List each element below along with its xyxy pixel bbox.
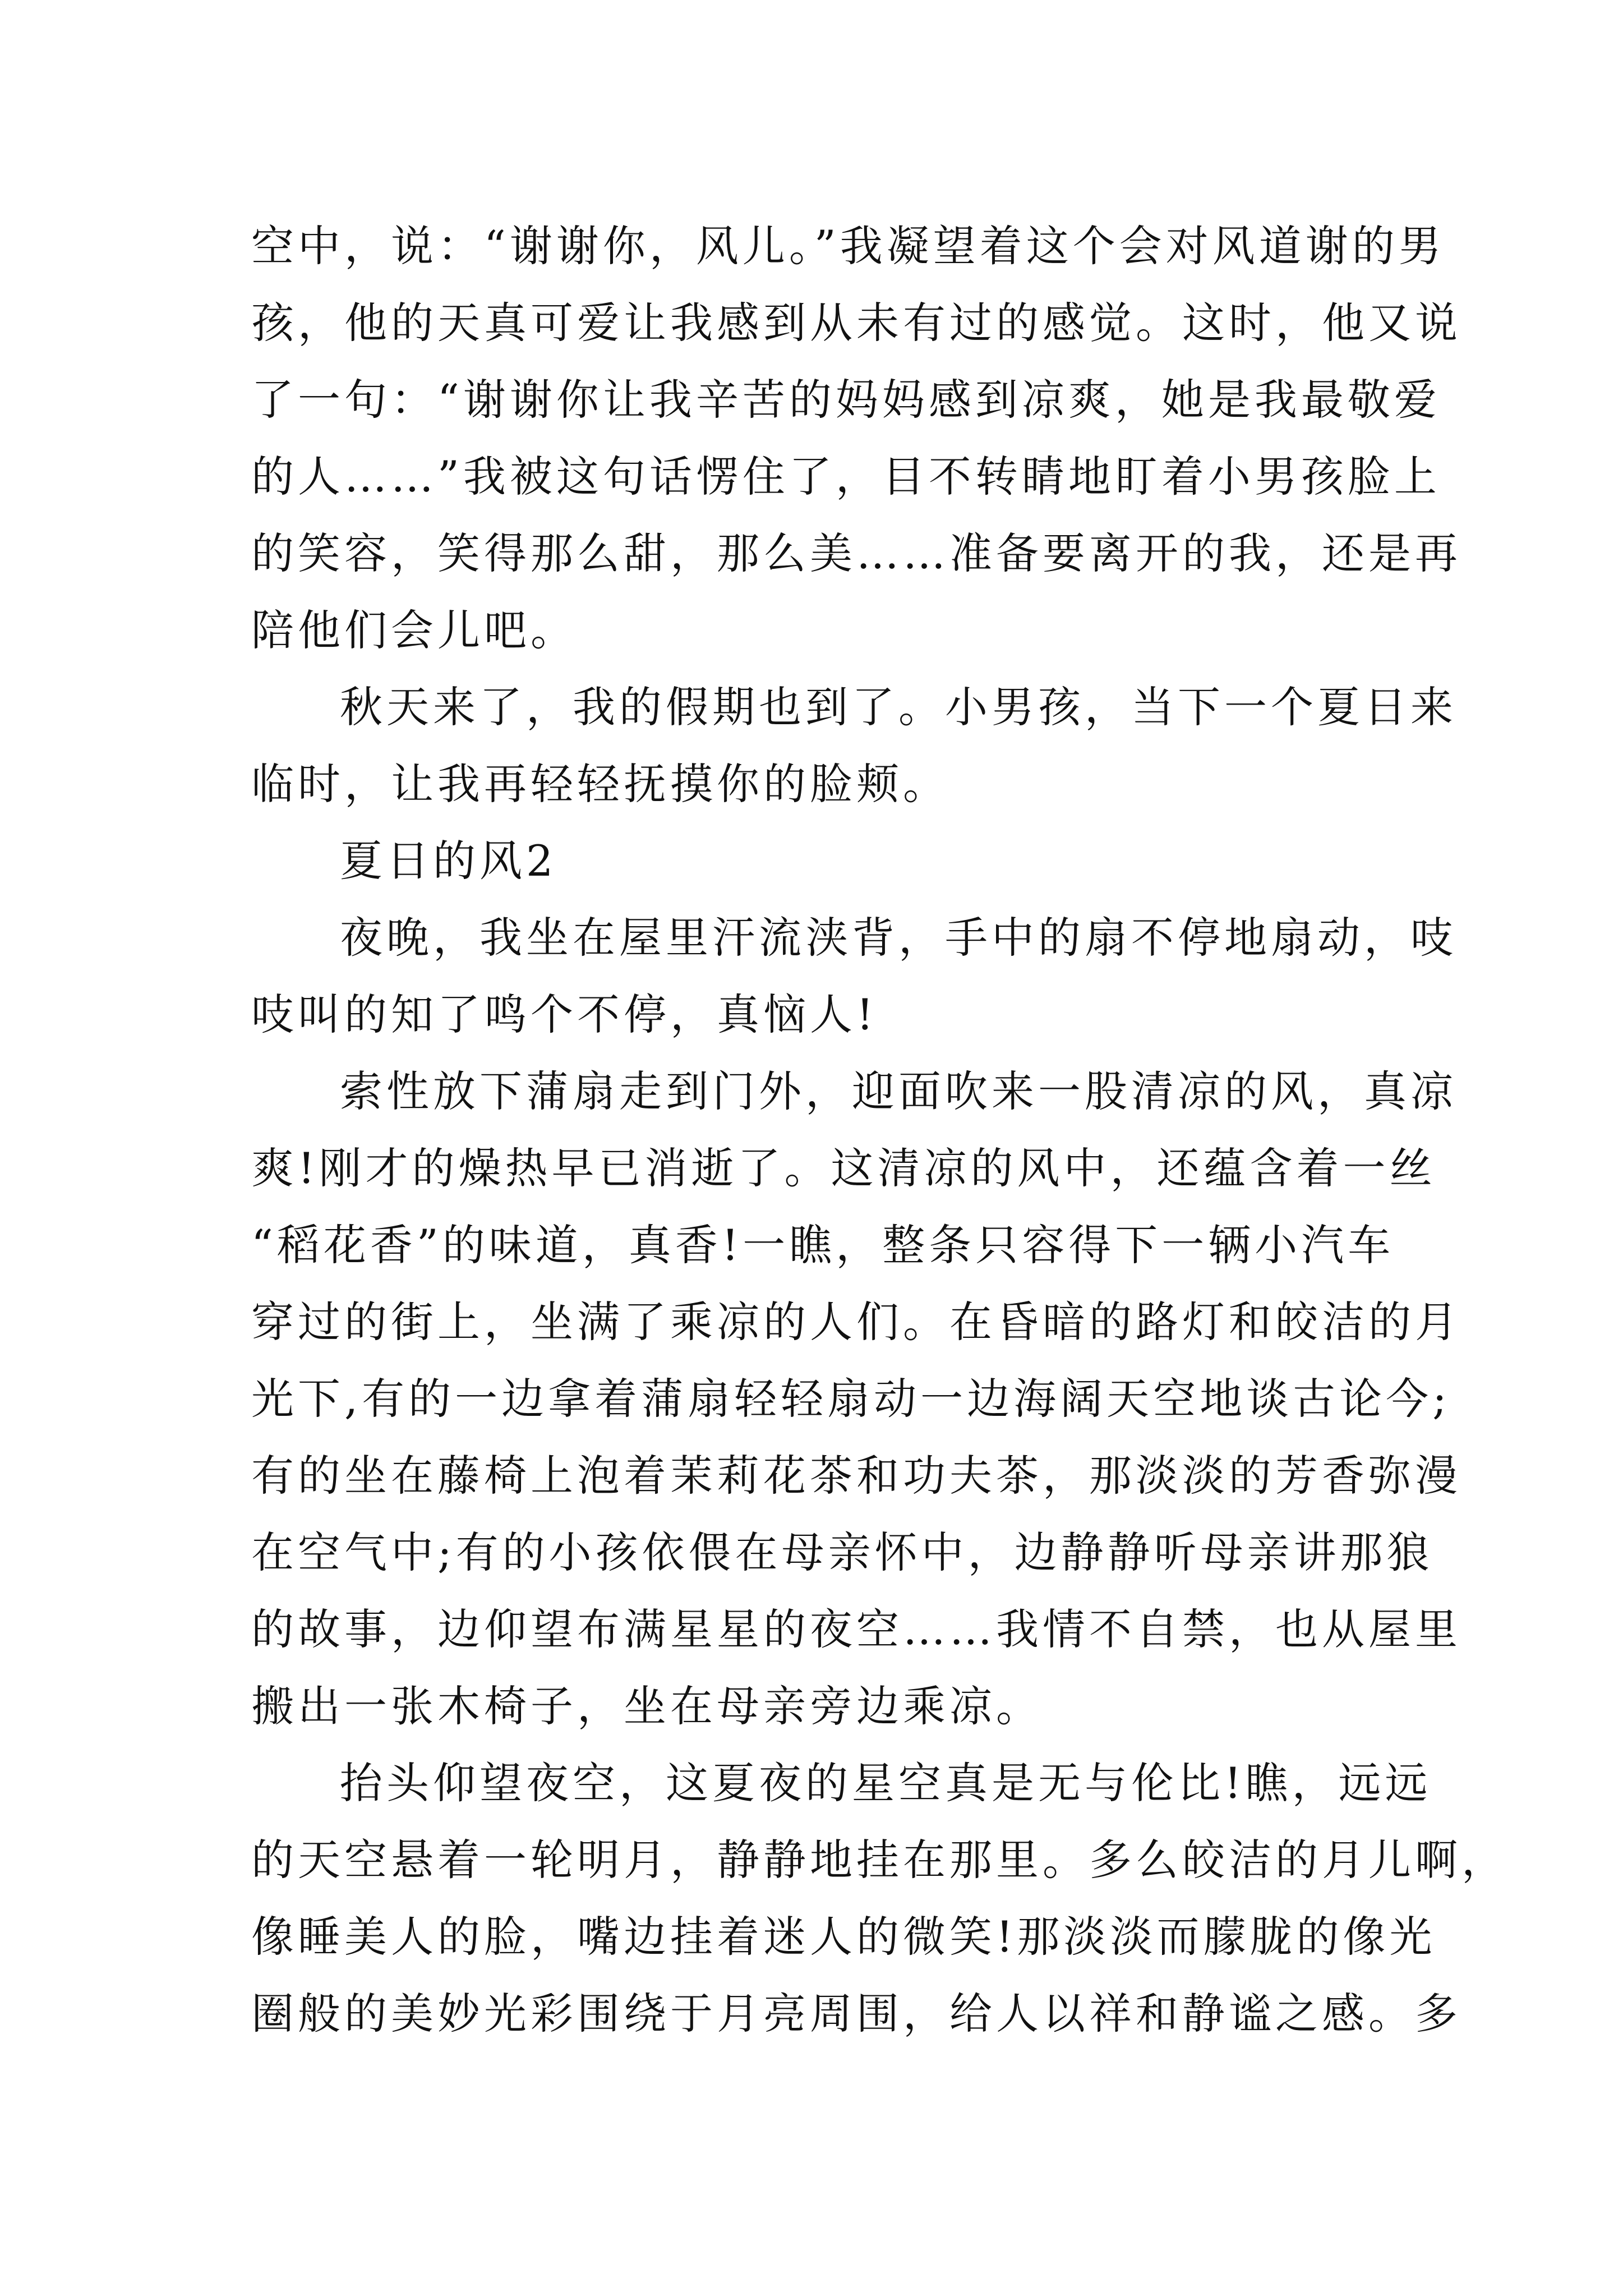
text-line: 光下,有的一边拿着蒲扇轻轻扇动一边海阔天空地谈古论今; bbox=[251, 1374, 1451, 1424]
text-line: 夏日的风2 bbox=[340, 836, 557, 886]
text-line: 搬出一张木椅子，坐在母亲旁边乘凉。 bbox=[251, 1681, 1043, 1731]
text-line: 穿过的街上，坐满了乘凉的人们。在昏暗的路灯和皎洁的月 bbox=[251, 1297, 1461, 1347]
text-line: 临时，让我再轻轻抚摸你的脸颊。 bbox=[251, 759, 949, 809]
text-line: 孩，他的天真可爱让我感到从未有过的感觉。这时，他又说 bbox=[251, 298, 1461, 348]
text-line: 秋天来了，我的假期也到了。小男孩，当下一个夏日来 bbox=[340, 682, 1457, 732]
text-line: 空中，说：“谢谢你，风儿。”我凝望着这个会对风道谢的男 bbox=[251, 221, 1445, 271]
text-line: 在空气中;有的小孩依偎在母亲怀中，边静静听母亲讲那狼 bbox=[251, 1527, 1433, 1577]
text-line: 的笑容，笑得那么甜，那么美……准备要离开的我，还是再 bbox=[251, 528, 1461, 578]
text-line: 陪他们会儿吧。 bbox=[251, 605, 577, 655]
text-line: 了一句：“谢谢你让我辛苦的妈妈感到凉爽，她是我最敬爱 bbox=[251, 375, 1441, 425]
document-body bbox=[251, 208, 1508, 2052]
text-line: 有的坐在藤椅上泡着茉莉花茶和功夫茶，那淡淡的芳香弥漫 bbox=[251, 1451, 1461, 1501]
text-line: 夜晚，我坐在屋里汗流浃背，手中的扇不停地扇动，吱 bbox=[340, 913, 1457, 963]
text-line: 的人……”我被这句话愣住了，目不转睛地盯着小男孩脸上 bbox=[251, 452, 1441, 501]
text-line: 索性放下蒲扇走到门外，迎面吹来一股清凉的风，真凉 bbox=[340, 1066, 1457, 1116]
text-line: “稻花香”的味道，真香!一瞧，整条只容得下一辆小汽车 bbox=[251, 1220, 1395, 1270]
text-line: 像睡美人的脸，嘴边挂着迷人的微笑!那淡淡而朦胧的像光 bbox=[251, 1912, 1436, 1962]
text-line: 的故事，边仰望布满星星的夜空……我情不自禁，也从屋里 bbox=[251, 1604, 1461, 1654]
text-line: 圈般的美妙光彩围绕于月亮周围，给人以祥和静谧之感。多 bbox=[251, 1989, 1461, 2039]
text-line: 爽!刚才的燥热早已消逝了。这清凉的风中，还蕴含着一丝 bbox=[251, 1143, 1436, 1193]
text-line: 吱叫的知了鸣个不停，真恼人! bbox=[251, 990, 878, 1039]
text-line: 的天空悬着一轮明月，静静地挂在那里。多么皎洁的月儿啊， bbox=[251, 1835, 1508, 1885]
text-line: 抬头仰望夜空，这夏夜的星空真是无与伦比!瞧，远远 bbox=[340, 1758, 1432, 1808]
